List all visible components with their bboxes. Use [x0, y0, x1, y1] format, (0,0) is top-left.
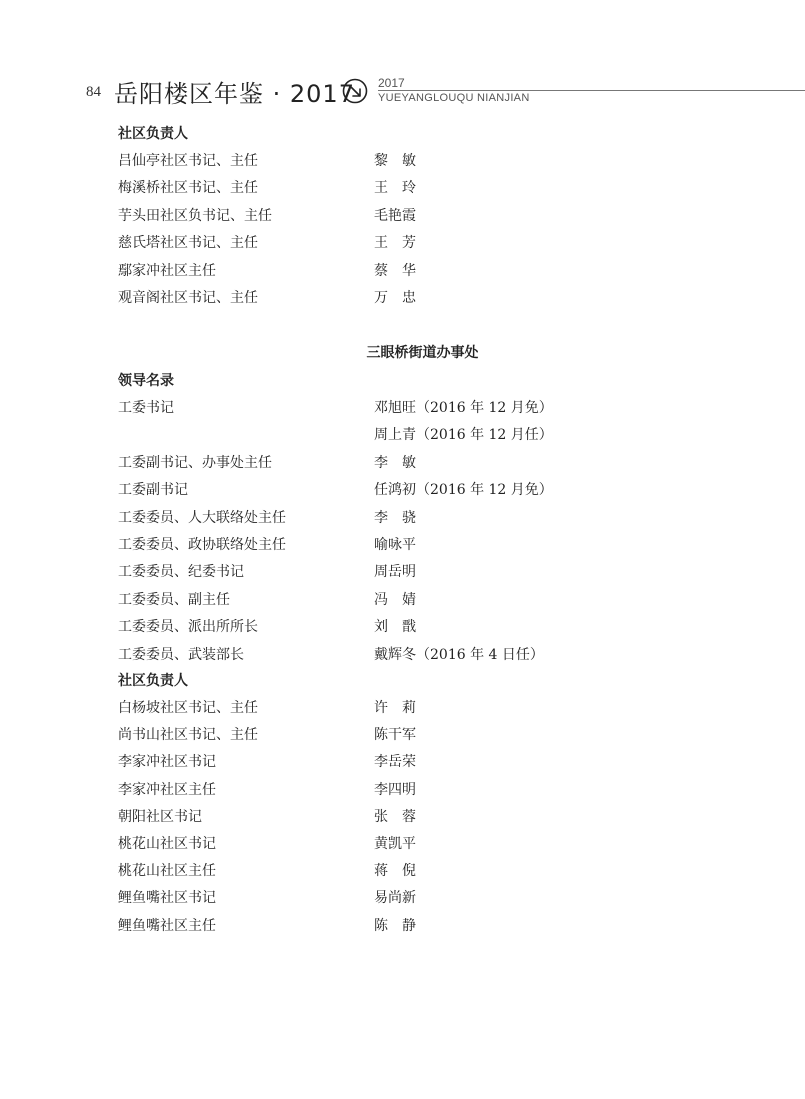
- list-item: [0, 479, 805, 503]
- list-item: [0, 397, 805, 421]
- arrow-circle-icon: [342, 78, 368, 104]
- list-item: [0, 287, 805, 311]
- page-header: [0, 0, 805, 120]
- position-title: 鲤鱼嘴社区书记: [118, 890, 216, 907]
- list-item: [0, 232, 805, 256]
- list-item: [0, 751, 805, 775]
- header-pinyin: YUEYANGLOUQU NIANJIAN: [378, 92, 530, 104]
- list-item: [0, 833, 805, 857]
- list-item: [0, 779, 805, 803]
- person-name: 张 蓉: [374, 808, 416, 825]
- person-name: 王 芳: [374, 235, 416, 252]
- person-name: 周岳明: [374, 564, 416, 581]
- person-name: 毛艳霞: [374, 207, 416, 224]
- header-rule: [378, 90, 805, 91]
- list-item: [0, 150, 805, 174]
- position-title: 梅溪桥社区书记、主任: [118, 180, 258, 197]
- list-item: [0, 697, 805, 721]
- person-name: 易尚新: [374, 890, 416, 907]
- person-name: 万 忠: [374, 290, 416, 306]
- person-name: 蔡 华: [374, 262, 416, 279]
- list-item: [0, 616, 805, 640]
- header-year: 2017: [378, 76, 405, 90]
- list-item: [0, 724, 805, 748]
- position-title: 工委副书记: [118, 482, 188, 499]
- person-name: 李 骁: [374, 509, 416, 526]
- person-name: 李 敏: [374, 454, 416, 471]
- position-title: 观音阁社区书记、主任: [118, 290, 258, 306]
- list-item: [0, 561, 805, 585]
- list-item: [0, 452, 805, 476]
- list-item: [0, 177, 805, 201]
- list-item: [0, 806, 805, 830]
- office-title: 三眼桥街道办事处: [366, 345, 479, 361]
- person-name: 冯 婧: [374, 591, 416, 608]
- section-heading-leadership: 领导名录: [118, 373, 174, 389]
- position-title: 工委副书记、办事处主任: [118, 454, 272, 471]
- list-item: [0, 860, 805, 884]
- person-name: 喻咏平: [374, 537, 416, 553]
- position-title: 桃花山社区书记: [118, 836, 216, 852]
- person-name: 戴辉冬（2016 年 4 日任）: [374, 646, 544, 663]
- list-item: [0, 887, 805, 911]
- person-name: 陈干军: [374, 727, 416, 744]
- list-item: [0, 589, 805, 613]
- position-title: 工委书记: [118, 400, 174, 416]
- position-title: 工委委员、副主任: [118, 591, 230, 608]
- person-name: 刘 戬: [374, 619, 416, 636]
- position-title: 鄢家冲社区主任: [118, 262, 216, 279]
- person-name: 邓旭旺（2016 年 12 月免）: [374, 400, 553, 416]
- position-title: 工委委员、政协联络处主任: [118, 537, 286, 553]
- position-title: 鲤鱼嘴社区主任: [118, 917, 216, 934]
- list-item: [0, 507, 805, 531]
- position-title: 桃花山社区主任: [118, 863, 216, 880]
- person-name: 陈 静: [374, 917, 416, 934]
- section-heading-community-leaders: 社区负责人: [118, 126, 188, 142]
- page-number: 84: [86, 84, 101, 100]
- section-heading-community-leaders-2: 社区负责人: [118, 673, 188, 689]
- list-item: [0, 260, 805, 284]
- position-title: 工委委员、派出所所长: [118, 619, 258, 636]
- position-title: 李家冲社区主任: [118, 781, 216, 798]
- person-name: 许 莉: [374, 700, 416, 716]
- list-item: [0, 915, 805, 939]
- person-name: 黄凯平: [374, 836, 416, 852]
- list-item: [0, 534, 805, 558]
- position-title: 白杨坡社区书记、主任: [118, 700, 258, 716]
- person-name: 周上青（2016 年 12 月任）: [374, 427, 553, 444]
- position-title: 芋头田社区负书记、主任: [118, 207, 272, 224]
- book-title: 岳阳楼区年鉴 · 2017: [114, 80, 355, 108]
- list-item: [0, 205, 805, 229]
- person-name: 黎 敏: [374, 153, 416, 169]
- person-name: 任鸿初（2016 年 12 月免）: [374, 482, 553, 499]
- person-name: 李岳荣: [374, 754, 416, 771]
- position-title: 吕仙亭社区书记、主任: [118, 153, 258, 169]
- list-item: [0, 644, 805, 668]
- person-name: 王 玲: [374, 180, 416, 197]
- position-title: 朝阳社区书记: [118, 808, 202, 825]
- position-title: 慈氏塔社区书记、主任: [118, 235, 258, 252]
- position-title: 工委委员、人大联络处主任: [118, 509, 286, 526]
- position-title: 工委委员、纪委书记: [118, 564, 244, 581]
- person-name: 李四明: [374, 781, 416, 798]
- position-title: 尚书山社区书记、主任: [118, 727, 258, 744]
- position-title: 工委委员、武装部长: [118, 646, 244, 663]
- position-title: 李家冲社区书记: [118, 754, 216, 771]
- person-name: 蒋 倪: [374, 863, 416, 880]
- list-item: [0, 424, 805, 448]
